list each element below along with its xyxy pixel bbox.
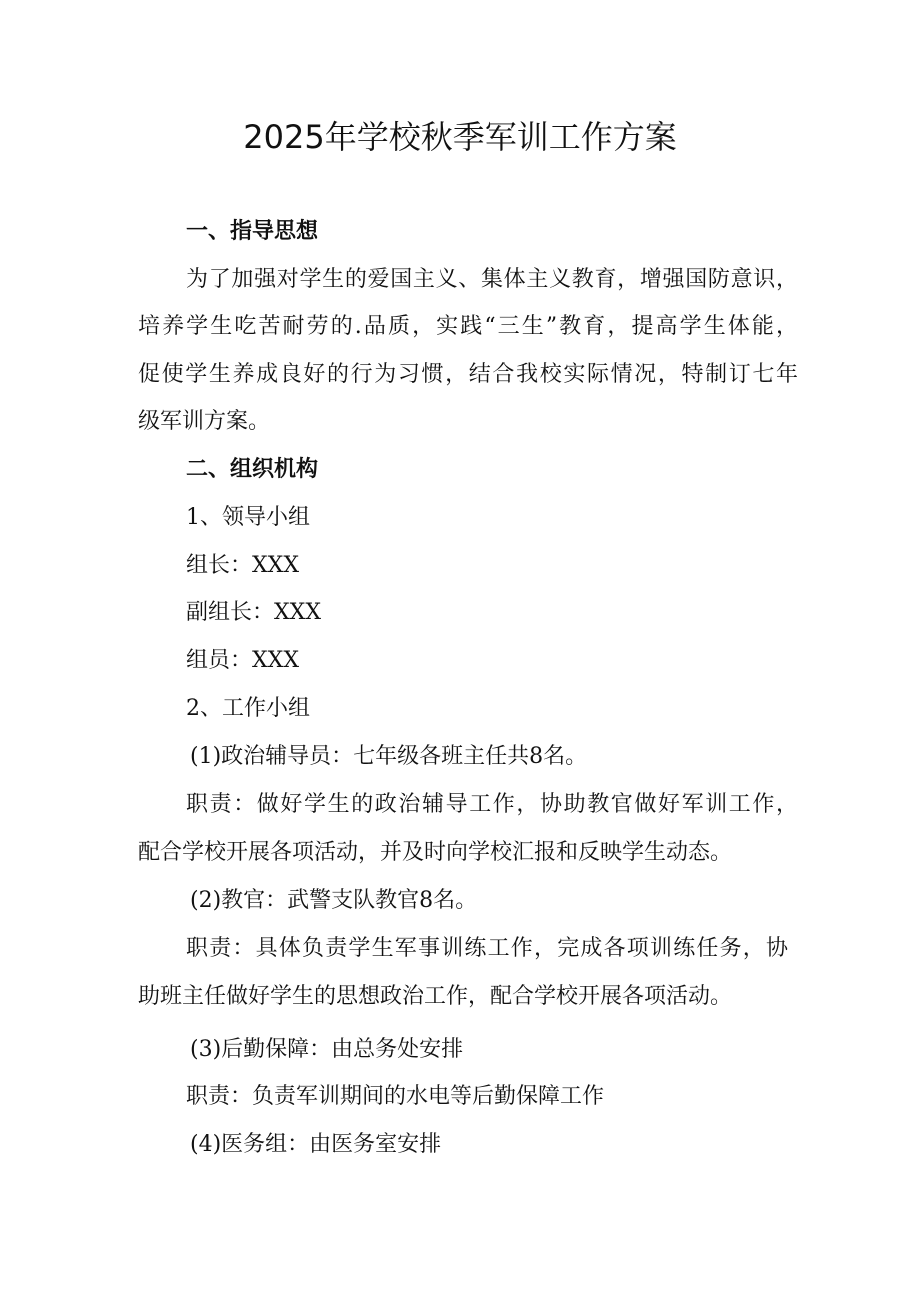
section-heading-organization: 二、组织机构 (186, 457, 319, 482)
paragraph-line: 为了加强对学生的爱国主义、集体主义教育，增强国防意识， (186, 267, 798, 292)
working-item-logistics: (3)后勤保障：由总务处安排 (190, 1037, 464, 1062)
working-item-instructor: (2)教官：武警支队教官8名。 (190, 888, 478, 913)
subsection-label-working-group: 2、工作小组 (186, 696, 310, 721)
working-item-medical: (4)医务组：由医务室安排 (190, 1132, 442, 1157)
working-item-political-counselor: (1)政治辅导员：七年级各班主任共8名。 (190, 744, 588, 769)
duty-line: 职责：具体负责学生军事训练工作，完成各项训练任务，协 (186, 936, 788, 961)
deputy-leader-entry: 副组长：XXX (186, 600, 321, 625)
paragraph-line: 培养学生吃苦耐劳的.品质，实践“三生”教育，提高学生体能， (138, 314, 798, 339)
duty-line: 助班主任做好学生的思想政治工作，配合学校开展各项活动。 (138, 984, 733, 1009)
paragraph-line: 级军训方案。 (138, 409, 271, 434)
subsection-label-leadership: 1、领导小组 (186, 505, 310, 530)
paragraph-line: 促使学生养成良好的行为习惯，结合我校实际情况，特制订七年 (138, 362, 798, 387)
document-title: 2025年学校秋季军训工作方案 (243, 118, 677, 156)
duty-line: 职责：做好学生的政治辅导工作，协助教官做好军训工作， (186, 792, 798, 817)
duty-line: 配合学校开展各项活动，并及时向学校汇报和反映学生动态。 (138, 840, 733, 865)
leader-entry: 组长：XXX (186, 553, 299, 578)
section-heading-guiding-thought: 一、指导思想 (186, 219, 319, 244)
duty-line: 职责：负责军训期间的水电等后勤保障工作 (186, 1084, 605, 1109)
member-entry: 组员：XXX (186, 648, 299, 673)
